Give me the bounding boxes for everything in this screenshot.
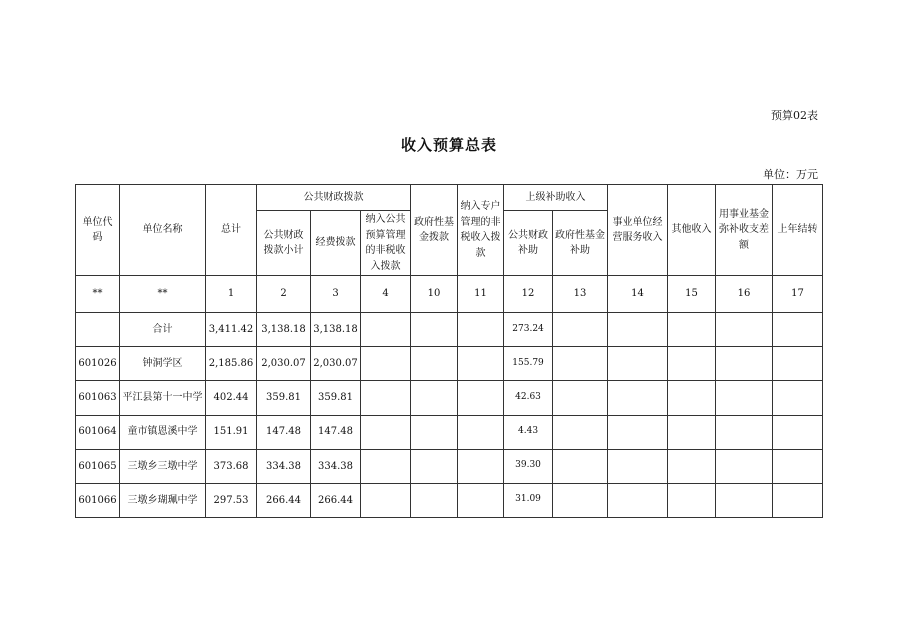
empty-cell <box>608 483 668 517</box>
empty-cell <box>458 449 504 483</box>
unit-code-cell: 601066 <box>76 483 120 517</box>
empty-cell <box>608 313 668 347</box>
header-superior-gov-fund: 政府性基金补助 <box>553 211 608 276</box>
header-total: 总计 <box>206 185 257 276</box>
empty-cell <box>773 313 823 347</box>
empty-cell <box>553 483 608 517</box>
empty-cell <box>458 381 504 415</box>
empty-cell <box>553 347 608 381</box>
unit-name-cell: 三墩乡三墩中学 <box>120 449 206 483</box>
header-fund-offset: 用事业基金弥补收支差额 <box>716 185 773 276</box>
index-cell: 2 <box>257 276 311 313</box>
empty-cell <box>773 381 823 415</box>
empty-cell <box>668 415 716 449</box>
operating-cell: 359.81 <box>311 381 361 415</box>
empty-cell <box>553 449 608 483</box>
empty-cell <box>608 347 668 381</box>
header-unit-name: 单位名称 <box>120 185 206 276</box>
index-cell: 17 <box>773 276 823 313</box>
header-carryover: 上年结转 <box>773 185 823 276</box>
empty-cell <box>668 313 716 347</box>
index-cell: 10 <box>411 276 458 313</box>
superior-public-cell: 39.30 <box>504 449 553 483</box>
subtotal-cell: 359.81 <box>257 381 311 415</box>
unit-name-cell: 平江县第十一中学 <box>120 381 206 415</box>
table-row <box>76 449 823 483</box>
operating-cell: 2,030.07 <box>311 347 361 381</box>
unit-name-cell: 三墩乡瑚珮中学 <box>120 483 206 517</box>
operating-cell: 334.38 <box>311 449 361 483</box>
index-cell: ** <box>120 276 206 313</box>
empty-cell <box>361 415 411 449</box>
unit-name-cell: 钟洞学区 <box>120 347 206 381</box>
header-gov-fund: 政府性基金拨款 <box>411 185 458 276</box>
total-cell: 297.53 <box>206 483 257 517</box>
index-cell: 15 <box>668 276 716 313</box>
superior-public-cell: 4.43 <box>504 415 553 449</box>
empty-cell <box>773 347 823 381</box>
empty-cell <box>716 415 773 449</box>
total-cell: 402.44 <box>206 381 257 415</box>
superior-public-cell: 155.79 <box>504 347 553 381</box>
empty-cell <box>411 313 458 347</box>
empty-cell <box>608 381 668 415</box>
empty-cell <box>668 347 716 381</box>
unit-code-cell: 601026 <box>76 347 120 381</box>
index-cell: 11 <box>458 276 504 313</box>
index-cell: 4 <box>361 276 411 313</box>
header-superior-public-fiscal: 公共财政补助 <box>504 211 553 276</box>
total-cell: 151.91 <box>206 415 257 449</box>
empty-cell <box>411 415 458 449</box>
header-special-account-non-tax: 纳入专户管理的非税收入拨款 <box>458 185 504 276</box>
empty-cell <box>608 415 668 449</box>
empty-cell <box>553 313 608 347</box>
empty-cell <box>716 381 773 415</box>
index-cell: 1 <box>206 276 257 313</box>
unit-name-cell: 合计 <box>120 313 206 347</box>
empty-cell <box>411 381 458 415</box>
table-row <box>76 483 823 517</box>
table-row <box>76 415 823 449</box>
subtotal-cell: 2,030.07 <box>257 347 311 381</box>
empty-cell <box>361 483 411 517</box>
subtotal-cell: 334.38 <box>257 449 311 483</box>
total-cell: 2,185.86 <box>206 347 257 381</box>
empty-cell <box>411 347 458 381</box>
table-row <box>76 381 823 415</box>
empty-cell <box>716 313 773 347</box>
operating-cell: 266.44 <box>311 483 361 517</box>
unit-code-cell: 601063 <box>76 381 120 415</box>
empty-cell <box>553 415 608 449</box>
empty-cell <box>668 483 716 517</box>
empty-cell <box>458 415 504 449</box>
table-row <box>76 347 823 381</box>
index-cell: 12 <box>504 276 553 313</box>
unit-code-cell: 601064 <box>76 415 120 449</box>
header-non-tax-income: 纳入公共预算管理的非税收入拨款 <box>361 211 411 276</box>
operating-cell: 3,138.18 <box>311 313 361 347</box>
superior-public-cell: 273.24 <box>504 313 553 347</box>
form-number: 预算02表 <box>771 109 818 122</box>
empty-cell <box>411 449 458 483</box>
superior-public-cell: 42.63 <box>504 381 553 415</box>
empty-cell <box>716 347 773 381</box>
empty-cell <box>458 347 504 381</box>
column-index-row <box>76 276 823 313</box>
empty-cell <box>553 381 608 415</box>
index-cell: ** <box>76 276 120 313</box>
empty-cell <box>668 381 716 415</box>
empty-cell <box>458 313 504 347</box>
header-public-fiscal-subtotal: 公共财政拨款小计 <box>257 211 311 276</box>
index-cell: 16 <box>716 276 773 313</box>
total-cell: 3,411.42 <box>206 313 257 347</box>
unit-label: 单位：万元 <box>763 168 818 181</box>
empty-cell <box>773 415 823 449</box>
income-budget-table <box>75 184 823 518</box>
empty-cell <box>668 449 716 483</box>
empty-cell <box>458 483 504 517</box>
empty-cell <box>608 449 668 483</box>
index-cell: 14 <box>608 276 668 313</box>
header-superior-subsidy: 上级补助收入 <box>504 185 608 211</box>
empty-cell <box>361 313 411 347</box>
empty-cell <box>773 449 823 483</box>
header-other-income: 其他收入 <box>668 185 716 276</box>
operating-cell: 147.48 <box>311 415 361 449</box>
total-cell: 373.68 <box>206 449 257 483</box>
header-operating-allocation: 经费拨款 <box>311 211 361 276</box>
table-row-total <box>76 313 823 347</box>
empty-cell <box>716 483 773 517</box>
header-public-fiscal: 公共财政拨款 <box>257 185 411 211</box>
empty-cell <box>716 449 773 483</box>
index-cell: 3 <box>311 276 361 313</box>
empty-cell <box>361 449 411 483</box>
subtotal-cell: 3,138.18 <box>257 313 311 347</box>
superior-public-cell: 31.09 <box>504 483 553 517</box>
header-business-income: 事业单位经营服务收入 <box>608 185 668 276</box>
index-cell: 13 <box>553 276 608 313</box>
page-title: 收入预算总表 <box>400 136 497 154</box>
empty-cell <box>361 347 411 381</box>
header-unit-code: 单位代码 <box>76 185 120 276</box>
empty-cell <box>773 483 823 517</box>
unit-code-cell: 601065 <box>76 449 120 483</box>
subtotal-cell: 147.48 <box>257 415 311 449</box>
empty-cell <box>411 483 458 517</box>
unit-code-cell <box>76 313 120 347</box>
empty-cell <box>361 381 411 415</box>
unit-name-cell: 童市镇恩溪中学 <box>120 415 206 449</box>
subtotal-cell: 266.44 <box>257 483 311 517</box>
